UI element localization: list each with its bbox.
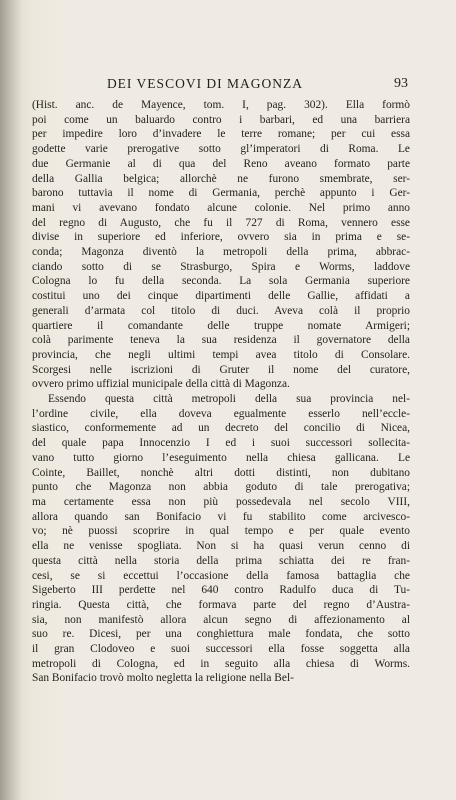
text-line: provincia, che negli ultimi tempi avea titolo di Consolare.: [32, 348, 410, 361]
text-line: Essendo questa città metropoli della sua provincia nel-: [48, 393, 410, 406]
text-line: cesi, se si eccettui l’occasione della famosa battaglia che: [32, 569, 410, 582]
gutter-shadow: [0, 0, 22, 800]
text-line: San Bonifacio trovò molto negletta la religione nella Bel-: [32, 672, 294, 685]
text-line: poi come un baluardo contro i barbari, ed una barriera: [32, 113, 410, 126]
text-line: Sigeberto III perdette nel 640 contro Radulfo duca di Tu-: [32, 584, 410, 597]
text-line: ovvero primo uffizial municipale della città di Magonza.: [32, 378, 290, 391]
text-line: punto che Magonza non abbia goduto di tale prerogativa;: [32, 481, 410, 494]
text-line: godette varie prerogative sotto gl’imperatori di Roma. Le: [32, 143, 410, 156]
text-line: Cointe, Baillet, nonchè altri dotti distinti, non dubitano: [32, 466, 410, 479]
text-line: barono tuttavia il nome di Germania, perchè appunto i Ger-: [32, 187, 410, 200]
text-line: vano tutto giorno l’eseguimento nella chiesa gallicana. Le: [32, 451, 410, 464]
text-line: quartiere il comandante delle truppe nomate Armigeri;: [32, 319, 410, 332]
text-line: conda; Magonza diventò la metropoli della prima, abbrac-: [32, 246, 410, 259]
text-line: questa città nella storia della prima schiatta dei re fran-: [32, 554, 410, 567]
paragraph-1: [32, 98, 410, 392]
text-line: l’ordine civile, ella doveva egualmente esserlo nell’eccle-: [32, 407, 410, 420]
text-line: Cologna lo fu della seconda. La sola Germania superiore: [32, 275, 410, 288]
text-line: due Germanie al di qua del Reno aveano formato parte: [32, 157, 410, 170]
text-line: (Hist. anc. de Mayence, tom. I, pag. 302). Ella formò: [32, 99, 410, 111]
text-line: costitui uno dei cinque dipartimenti delle Gallie, affidati a: [32, 290, 410, 303]
text-line: del quale papa Innocenzio I ed i suoi successori sollecita-: [32, 437, 410, 450]
text-line: colà parimente teneva la sua residenza il governatore della: [32, 334, 410, 347]
text-line: il gran Clodoveo e suoi successori ella fosse soggetta alla: [32, 643, 410, 656]
text-line: del regno di Augusto, che fu il 727 di Roma, vennero esse: [32, 216, 410, 229]
paragraph-2: [32, 392, 410, 686]
text-line: allora quando san Bonifacio vi fu stabilito come arcivesco-: [32, 510, 410, 523]
text-line: ma certamente essa non più possedevala nel secolo VIII,: [32, 495, 410, 508]
text-line: vo; nè puossi scoprire in qual tempo e per quale evento: [32, 525, 410, 538]
text-line: sia, non manifestò allora alcun segno di affezionamento al: [32, 613, 410, 626]
text-line: divise in superiore ed inferiore, ovvero sia in prima e se-: [32, 231, 410, 244]
text-line: mani vi avevano fondato alcune colonie. Nel primo anno: [32, 201, 410, 214]
text-line: per impedire loro d’invadere le terre romane; per cui essa: [32, 128, 410, 141]
text-line: siastico, conformemente ad un decreto del concilio di Nicea,: [32, 422, 410, 435]
text-line: suo re. Dicesi, per una conghiettura male fondata, che sotto: [32, 628, 410, 641]
text-line: metropoli di Cologna, ed in seguito alla chiesa di Worms.: [32, 657, 410, 670]
page-header: [32, 76, 408, 96]
text-line: generali d’armata col titolo di duci. Aveva colà il proprio: [32, 304, 410, 317]
running-head: DEI VESCOVI DI MAGONZA: [106, 76, 304, 91]
text-line: Scorgesi nelle iscrizioni di Gruter il nome del curatore,: [32, 363, 410, 376]
text-line: ringia. Questa città, che formava parte del regno d’Austra-: [32, 598, 410, 611]
text-line: ella ne venisse spogliata. Non si ha quasi verun cenno di: [32, 540, 410, 553]
body-text: [32, 98, 410, 686]
text-line: della Gallia belgica; allorchè ne furono smembrate, ser-: [32, 172, 410, 185]
page-number: 93: [394, 76, 408, 91]
text-line: ciando sotto di se Strasburgo, Spira e Worms, laddove: [32, 260, 410, 273]
